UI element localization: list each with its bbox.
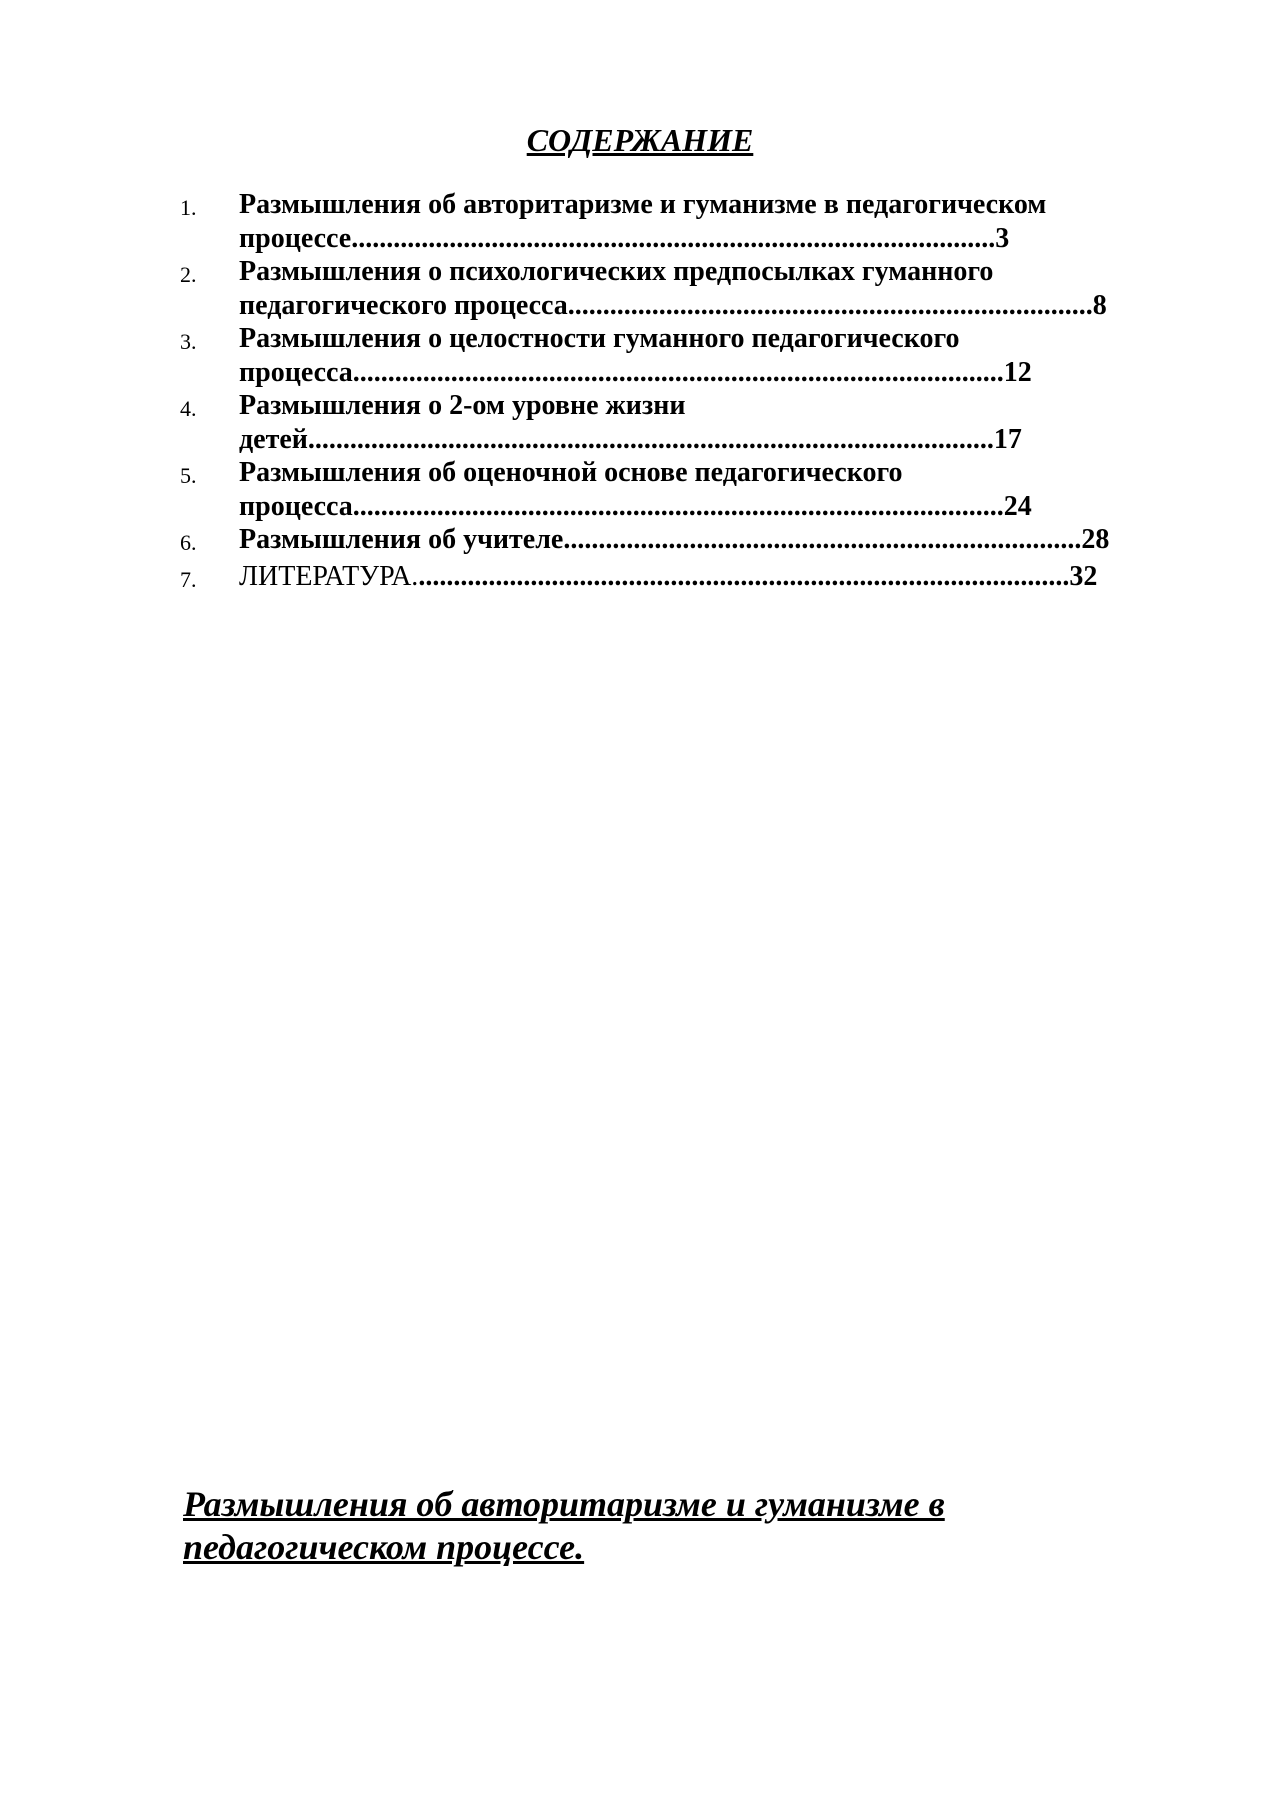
toc-item-number: 4. [180, 396, 197, 421]
toc-item-number: 1. [180, 195, 197, 220]
toc-item-text: Размышления о психологических предпосылках гуманного педагогического процесса...........................................................................8 [239, 256, 1107, 321]
toc-item-number: 6. [180, 530, 197, 555]
toc-item-3 [180, 322, 1190, 389]
toc-item-label: ЛИТЕРАТУРА. [239, 560, 419, 592]
toc-item-text: Размышления об учителе..........................................................................28 [239, 524, 1110, 555]
toc-item-number: 5. [180, 463, 197, 488]
toc-item-number: 7. [180, 566, 197, 592]
section-heading: Размышления об авторитаризме и гуманизме в педагогическом процессе. [183, 1484, 945, 1567]
toc-item-4 [180, 389, 1190, 456]
toc-item-7 [180, 560, 1190, 597]
toc-item-1 [180, 188, 1190, 255]
toc-item-5 [180, 456, 1190, 523]
table-of-contents [180, 188, 1190, 596]
toc-item-number: 3. [180, 329, 197, 354]
toc-item-text: Размышления о целостности гуманного педагогического процесса.............................................................................................12 [239, 323, 1032, 388]
toc-item-text [239, 560, 1190, 594]
toc-item-6 [180, 523, 1190, 560]
toc-title: СОДЕРЖАНИЕ [526, 122, 754, 158]
toc-item-leader-page: .............................................................................................32 [418, 560, 1098, 592]
toc-item-number: 2. [180, 262, 197, 287]
toc-item-text: Размышления о 2-ом уровне жизни детей..................................................................................................17 [239, 390, 1022, 455]
toc-item-2 [180, 255, 1190, 322]
toc-item-text: Размышления об оценочной основе педагогического процесса.............................................................................................24 [239, 457, 1032, 522]
toc-item-text: Размышления об авторитаризме и гуманизме в педагогическом процессе............................................................................................3 [239, 189, 1047, 254]
